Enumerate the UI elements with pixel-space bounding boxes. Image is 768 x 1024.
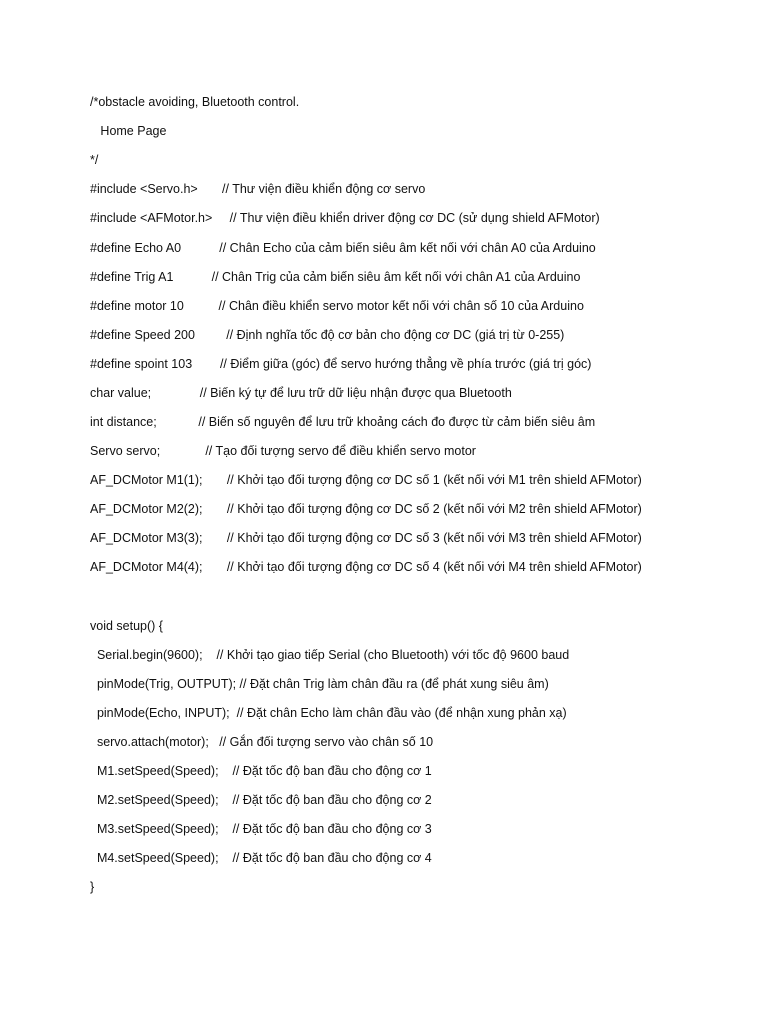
code-line: #define Echo A0 // Chân Echo của cảm biến siêu âm kết nối với chân A0 của Arduino: [90, 241, 596, 255]
code-line: void setup() {: [90, 619, 163, 633]
code-line: M2.setSpeed(Speed); // Đặt tốc độ ban đầu cho động cơ 2: [90, 793, 432, 807]
code-line: M1.setSpeed(Speed); // Đặt tốc độ ban đầu cho động cơ 1: [90, 764, 432, 778]
code-line: }: [90, 880, 95, 894]
code-line: pinMode(Echo, INPUT); // Đặt chân Echo làm chân đầu vào (để nhận xung phản xạ): [90, 706, 567, 720]
code-line: Servo servo; // Tạo đối tượng servo để điều khiển servo motor: [90, 444, 476, 458]
code-line: AF_DCMotor M2(2); // Khởi tạo đối tượng động cơ DC số 2 (kết nối với M2 trên shield AFMotor): [90, 502, 642, 516]
code-line: #define motor 10 // Chân điều khiển servo motor kết nối với chân số 10 của Arduino: [90, 299, 584, 313]
code-line: #define spoint 103 // Điểm giữa (góc) để servo hướng thẳng về phía trước (giá trị góc): [90, 357, 592, 371]
code-line: Home Page: [90, 124, 167, 138]
code-line: #include <AFMotor.h> // Thư viện điều khiển driver động cơ DC (sử dụng shield AFMotor): [90, 211, 600, 225]
code-line: servo.attach(motor); // Gắn đối tượng servo vào chân số 10: [90, 735, 434, 749]
code-line: AF_DCMotor M3(3); // Khởi tạo đối tượng động cơ DC số 3 (kết nối với M3 trên shield AFMotor): [90, 531, 642, 545]
code-line: Serial.begin(9600); // Khởi tạo giao tiếp Serial (cho Bluetooth) với tốc độ 9600 baud: [90, 648, 570, 662]
code-line: #define Speed 200 // Định nghĩa tốc độ cơ bản cho động cơ DC (giá trị từ 0-255): [90, 328, 565, 342]
code-line: char value; // Biến ký tự để lưu trữ dữ liệu nhận được qua Bluetooth: [90, 386, 512, 400]
code-line: */: [90, 153, 99, 167]
code-line: #include <Servo.h> // Thư viện điều khiển động cơ servo: [90, 182, 426, 196]
code-line: #define Trig A1 // Chân Trig của cảm biến siêu âm kết nối với chân A1 của Arduino: [90, 270, 581, 284]
code-line: M3.setSpeed(Speed); // Đặt tốc độ ban đầu cho động cơ 3: [90, 822, 432, 836]
code-line: pinMode(Trig, OUTPUT); // Đặt chân Trig làm chân đầu ra (để phát xung siêu âm): [90, 677, 549, 691]
code-line: AF_DCMotor M4(4); // Khởi tạo đối tượng động cơ DC số 4 (kết nối với M4 trên shield AFMotor): [90, 560, 642, 574]
code-line: M4.setSpeed(Speed); // Đặt tốc độ ban đầu cho động cơ 4: [90, 851, 432, 865]
code-line: AF_DCMotor M1(1); // Khởi tạo đối tượng động cơ DC số 1 (kết nối với M1 trên shield AFMotor): [90, 473, 642, 487]
code-line: /*obstacle avoiding, Bluetooth control.: [90, 95, 300, 109]
code-line: int distance; // Biến số nguyên để lưu trữ khoảng cách đo được từ cảm biến siêu âm: [90, 415, 596, 429]
